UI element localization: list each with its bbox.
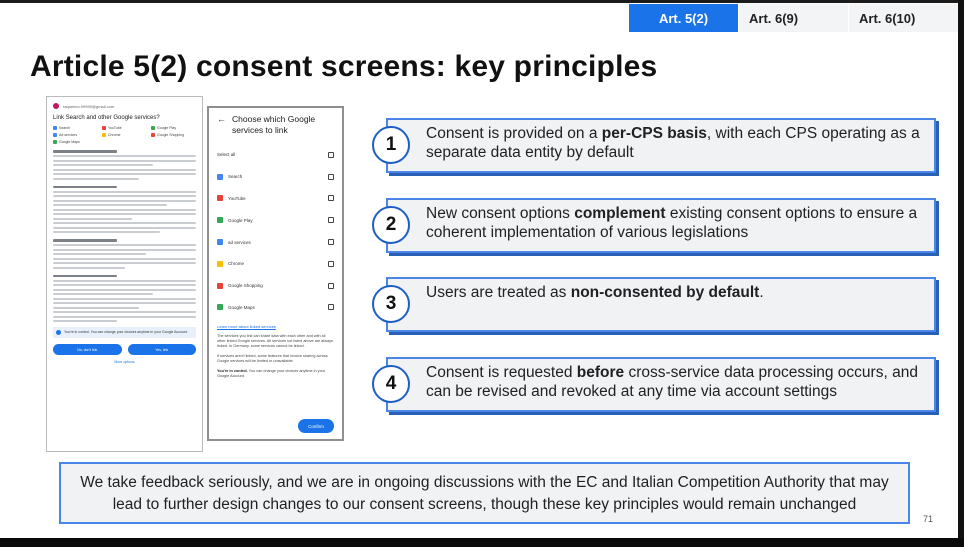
service-checkbox-row[interactable]: YouTube	[217, 188, 334, 210]
service-checkbox-row[interactable]: Google Maps	[217, 297, 334, 319]
mock2-service-list	[217, 144, 334, 318]
feedback-note: We take feedback seriously, and we are in ongoing discussions with the EC and Italian Competition Authority that may lead to further design changes to our consent screens, though these key principles would remain unchanged	[59, 462, 910, 524]
tab-art-6-9[interactable]: Art. 6(9)	[738, 4, 848, 32]
consent-screen-mock-2	[207, 106, 344, 441]
principle-text: Consent is provided on a per-CPS basis, with each CPS operating as a separate data entity by default	[426, 125, 920, 161]
service-checkbox-row[interactable]: Search	[217, 166, 334, 188]
learn-more-link[interactable]: Learn more about linked services	[217, 324, 276, 330]
checkbox[interactable]	[328, 217, 334, 223]
service-icon	[217, 261, 223, 267]
confirm-button[interactable]: Confirm	[298, 419, 334, 433]
tab-art-6-10[interactable]: Art. 6(10)	[848, 4, 958, 32]
principle-text: Users are treated as non-consented by default.	[426, 284, 764, 301]
checkbox[interactable]	[328, 261, 334, 267]
tab-art-5-2[interactable]: Art. 5(2)	[628, 4, 738, 32]
consent-screen-mock-1	[46, 96, 203, 452]
page-number: 71	[923, 514, 934, 524]
principle-number: 3	[372, 285, 410, 323]
mock1-service-item: Google Play	[151, 126, 196, 130]
checkbox[interactable]	[328, 174, 334, 180]
checkbox[interactable]	[328, 239, 334, 245]
mock1-service-grid	[53, 126, 196, 144]
mock1-service-item: Search	[53, 126, 98, 130]
service-checkbox-row[interactable]: Google Shopping	[217, 275, 334, 297]
mock1-body-text	[53, 150, 196, 322]
service-icon	[217, 217, 223, 223]
mock2-header	[217, 114, 334, 136]
mock1-buttons	[53, 344, 196, 355]
principle-3	[372, 277, 936, 332]
service-icon	[217, 304, 223, 310]
checkbox[interactable]	[328, 283, 334, 289]
principle-number: 2	[372, 206, 410, 244]
service-icon	[151, 133, 155, 137]
mock1-service-item: Google Maps	[53, 140, 98, 144]
service-icon	[217, 174, 223, 180]
principle-text: New consent options complement existing consent options to ensure a coherent implementation of various legislations	[426, 205, 918, 241]
service-icon	[217, 195, 223, 201]
service-icon	[53, 133, 57, 137]
principle-number: 4	[372, 365, 410, 403]
principle-4	[372, 357, 936, 412]
info-icon	[56, 330, 61, 335]
back-arrow-icon[interactable]: ←	[217, 114, 226, 124]
mock2-heading: Choose which Google services to link	[232, 114, 316, 135]
article-tabs	[628, 4, 958, 32]
checkbox[interactable]	[328, 152, 334, 158]
service-icon	[53, 126, 57, 130]
slide-title: Article 5(2) consent screens: key principles	[30, 50, 658, 83]
service-checkbox-row[interactable]: Select all	[217, 144, 334, 166]
link-button[interactable]: Yes, link	[128, 344, 197, 355]
principle-text: Consent is requested before cross-service data processing occurs, and can be revised and revoked at any time via account settings	[426, 364, 918, 400]
more-options-link[interactable]: More options	[114, 360, 135, 364]
service-icon	[53, 140, 57, 144]
mock1-control-note: You're in control. You can change your choices anytime in your Google Account.	[53, 327, 196, 338]
service-checkbox-row[interactable]: Google Play	[217, 209, 334, 231]
account-row	[53, 103, 196, 109]
mock1-heading: Link Search and other Google services?	[53, 115, 160, 121]
service-icon	[102, 126, 106, 130]
right-border	[958, 0, 964, 547]
service-icon	[151, 126, 155, 130]
mock2-control-text: You're in control. You can change your choices anytime in your Google Account.	[217, 369, 326, 379]
principle-number: 1	[372, 126, 410, 164]
service-checkbox-row[interactable]: ad services	[217, 231, 334, 253]
mock2-text-1: The services you link can share data with each other and with all other linked Google services. All services not listed above are always linked. In Germany, some services cannot be linked.	[217, 334, 333, 349]
mock2-text-2: If services aren't linked, some features that involve sharing across Google services will be limited or unavailable.	[217, 354, 328, 364]
service-checkbox-row[interactable]: Chrome	[217, 253, 334, 275]
mock1-service-item: Google Shopping	[151, 133, 196, 137]
top-border	[0, 0, 964, 3]
principle-2	[372, 198, 936, 253]
checkbox[interactable]	[328, 195, 334, 201]
avatar	[53, 103, 59, 109]
mock1-service-item: Ad services	[53, 133, 98, 137]
checkbox[interactable]	[328, 304, 334, 310]
account-email: raquelmo.99999@gmail.com	[63, 103, 115, 109]
dont-link-button[interactable]: No, don't link	[53, 344, 122, 355]
service-icon	[217, 239, 223, 245]
bottom-border	[0, 538, 964, 547]
principle-1	[372, 118, 936, 173]
service-icon	[217, 283, 223, 289]
service-icon	[102, 133, 106, 137]
mock1-service-item: Chrome	[102, 133, 147, 137]
mock1-service-item: YouTube	[102, 126, 147, 130]
